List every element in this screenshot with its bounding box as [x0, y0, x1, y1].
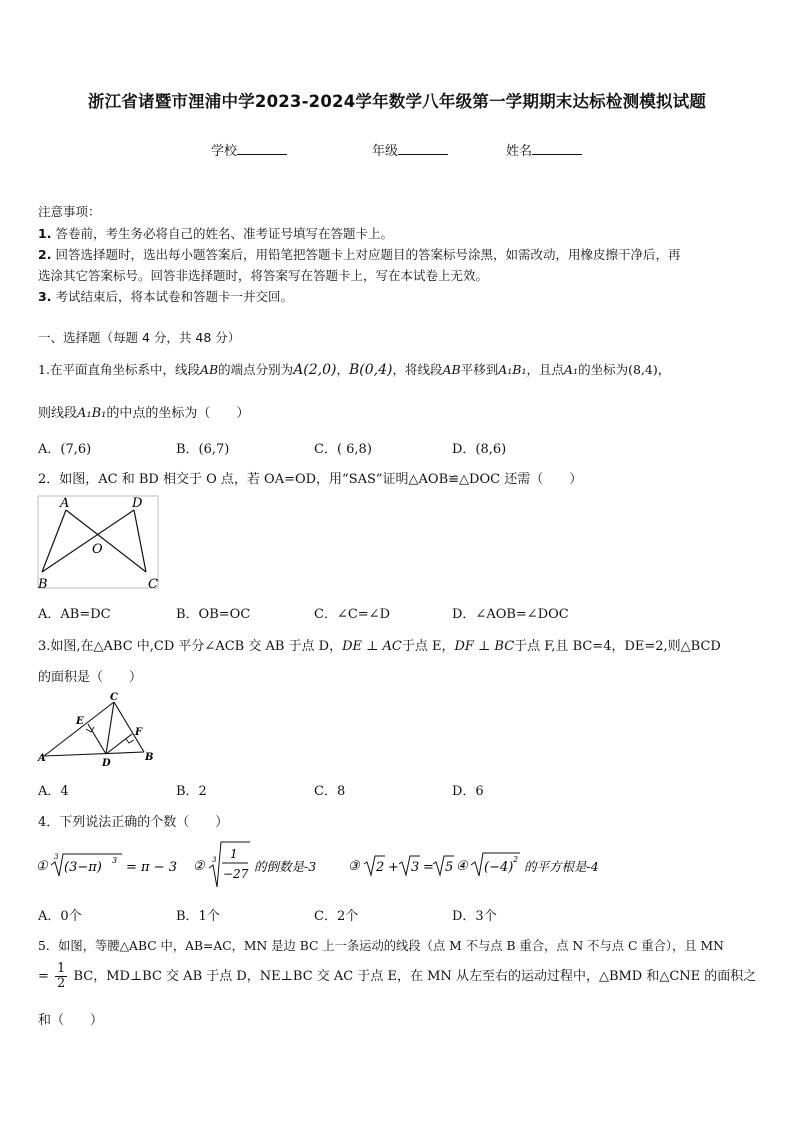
label-c: C [110, 692, 118, 703]
question-5-line1: 5．如图，等腰△ABC 中，AB=AC，MN 是边 BC 上一条运动的线段（点 M 不与点 B 重合，点 N 不与点 C 重合），且 MN [38, 939, 724, 953]
note-item: 3. 考试结束后，将本试卷和答题卡一并交回。 [38, 289, 293, 304]
label-b: B [38, 577, 48, 592]
statement-3-marker: ③ [348, 859, 360, 874]
school-field[interactable] [211, 140, 287, 159]
label-b: B [145, 752, 154, 763]
name-field[interactable] [506, 140, 582, 159]
question-3-line1: 3.如图,在△ABC 中,CD 平分∠ACB 交 AB 于点 D，DE ⊥ AC于点 E，DF ⊥ BC于点 F,且 BC=4，DE=2,则△BCD [38, 639, 721, 654]
option-c[interactable]: C．∠C=∠D [314, 607, 390, 622]
segment-cd [106, 702, 114, 754]
question-5-line3: 和（ ） [38, 1013, 104, 1028]
segment-ab [42, 510, 66, 572]
statement-4-exponent: 2 [513, 855, 519, 864]
label-d: D [102, 758, 111, 769]
option-b[interactable]: B．OB=OC [176, 607, 251, 622]
segment-ac [44, 702, 114, 756]
option-b[interactable]: B．2 [176, 784, 207, 799]
statement-1-exponent: 3 [112, 856, 118, 865]
option-a[interactable]: A．0个 [38, 909, 82, 924]
question-1-line2: 则线段A₁B₁的中点的坐标为（ ） [38, 406, 250, 421]
grade-blank[interactable] [398, 142, 448, 155]
statement-2-denominator: −27 [223, 867, 249, 881]
statement-4-text: 的平方根是-4 [524, 859, 599, 874]
option-c[interactable]: C．2个 [314, 909, 359, 924]
page-title: 浙江省诸暨市浬浦中学2023-2024学年数学八年级第一学期期末达标检测模拟试题 [87, 92, 707, 111]
root-index-3: 3 [54, 853, 59, 861]
grade-field[interactable] [372, 140, 448, 159]
school-blank[interactable] [237, 142, 287, 155]
grade-label: 年级 [372, 144, 399, 159]
section-heading: 一、选择题（每题 4 分，共 48 分） [38, 330, 241, 345]
segment-df [106, 734, 132, 754]
label-e: E [76, 716, 84, 727]
statement-3-b: 3 [411, 860, 420, 875]
statement-4-radicand: (−4) [484, 860, 514, 875]
question-5-eq: = [38, 969, 49, 984]
note-item: 1. 答卷前，考生务必将自己的姓名、准考证号填写在答题卡上。 [38, 226, 393, 241]
segment-dc [134, 510, 146, 572]
figure-q2 [36, 494, 164, 594]
question-5-line2: = $\frac{1}{2}$ BC，MD⊥BC 交 AB 于点 D，NE⊥BC 交 AC 于点 E，在 MN 从左至右的运动过程中，△BMD 和△CNE 的面积之 [38, 961, 757, 991]
statement-2-text: 的倒数是-3 [254, 859, 317, 874]
option-d[interactable]: D．(8,6) [452, 442, 507, 457]
statement-3-a: 2 [376, 860, 385, 875]
option-d[interactable]: D．3个 [452, 909, 497, 924]
label-d: D [132, 496, 143, 511]
label-o: O [92, 542, 103, 557]
statement-4-marker: ④ [456, 859, 468, 874]
label-a: A [38, 753, 46, 764]
option-d[interactable]: D．6 [452, 784, 484, 799]
statement-3-plus: + [388, 860, 399, 875]
question-3-line2: 的面积是（ ） [38, 670, 143, 685]
segment-de [88, 724, 106, 754]
statement-1-marker: ① [36, 859, 48, 874]
statement-3-c: 5 [445, 860, 454, 875]
question-4-statements [36, 838, 636, 892]
school-label: 学校 [211, 144, 238, 159]
label-c: C [148, 577, 158, 592]
figure-q3 [36, 690, 160, 770]
segment-ab [44, 752, 144, 756]
option-a[interactable]: A．4 [38, 784, 69, 799]
statement-2-numerator: 1 [230, 847, 238, 861]
note-item-cont: 选涂其它答案标号。回答非选择题时，将答案写在答题卡上，写在本试卷上无效。 [38, 268, 489, 283]
label-a: A [60, 496, 70, 511]
notes-heading: 注意事项： [38, 204, 101, 219]
name-label: 姓名 [506, 144, 533, 159]
label-f: F [135, 727, 143, 738]
statement-2-marker: ② [193, 859, 205, 874]
statement-3-eq: = [423, 860, 434, 875]
option-b[interactable]: B．1个 [176, 909, 220, 924]
question-1-line1: 1.在平面直角坐标系中，线段AB的端点分别为A(2,0)，B(0,4)，将线段AB平移到A₁B₁，且点A₁的坐标为(8,4)， [38, 362, 671, 378]
option-c[interactable]: C．( 6,8) [314, 442, 372, 457]
statement-1-radicand: (3−π) [64, 860, 102, 875]
option-a[interactable]: A．AB=DC [38, 607, 111, 622]
option-b[interactable]: B．(6,7) [176, 442, 230, 457]
fraction-half: $\frac{1}{2}$ [57, 961, 66, 991]
question-4: 4．下列说法正确的个数（ ） [38, 815, 229, 830]
note-item: 2. 回答选择题时，选出每小题答案后，用铅笔把答题卡上对应题目的答案标号涂黑，如需改动，用橡皮擦干净后，再 [38, 247, 681, 262]
option-c[interactable]: C．8 [314, 784, 346, 799]
option-a[interactable]: A．(7,6) [38, 442, 92, 457]
option-d[interactable]: D．∠AOB=∠DOC [452, 607, 569, 622]
question-2: 2．如图，AC 和 BD 相交于 O 点，若 OA=OD，用“SAS”证明△AOB≌△DOC 还需（ ） [38, 472, 583, 487]
name-blank[interactable] [532, 142, 582, 155]
statement-1-rhs: = π − 3 [126, 860, 177, 875]
root-index-3: 3 [212, 856, 217, 864]
segment-bd [42, 510, 134, 572]
segment-ac [66, 510, 146, 572]
